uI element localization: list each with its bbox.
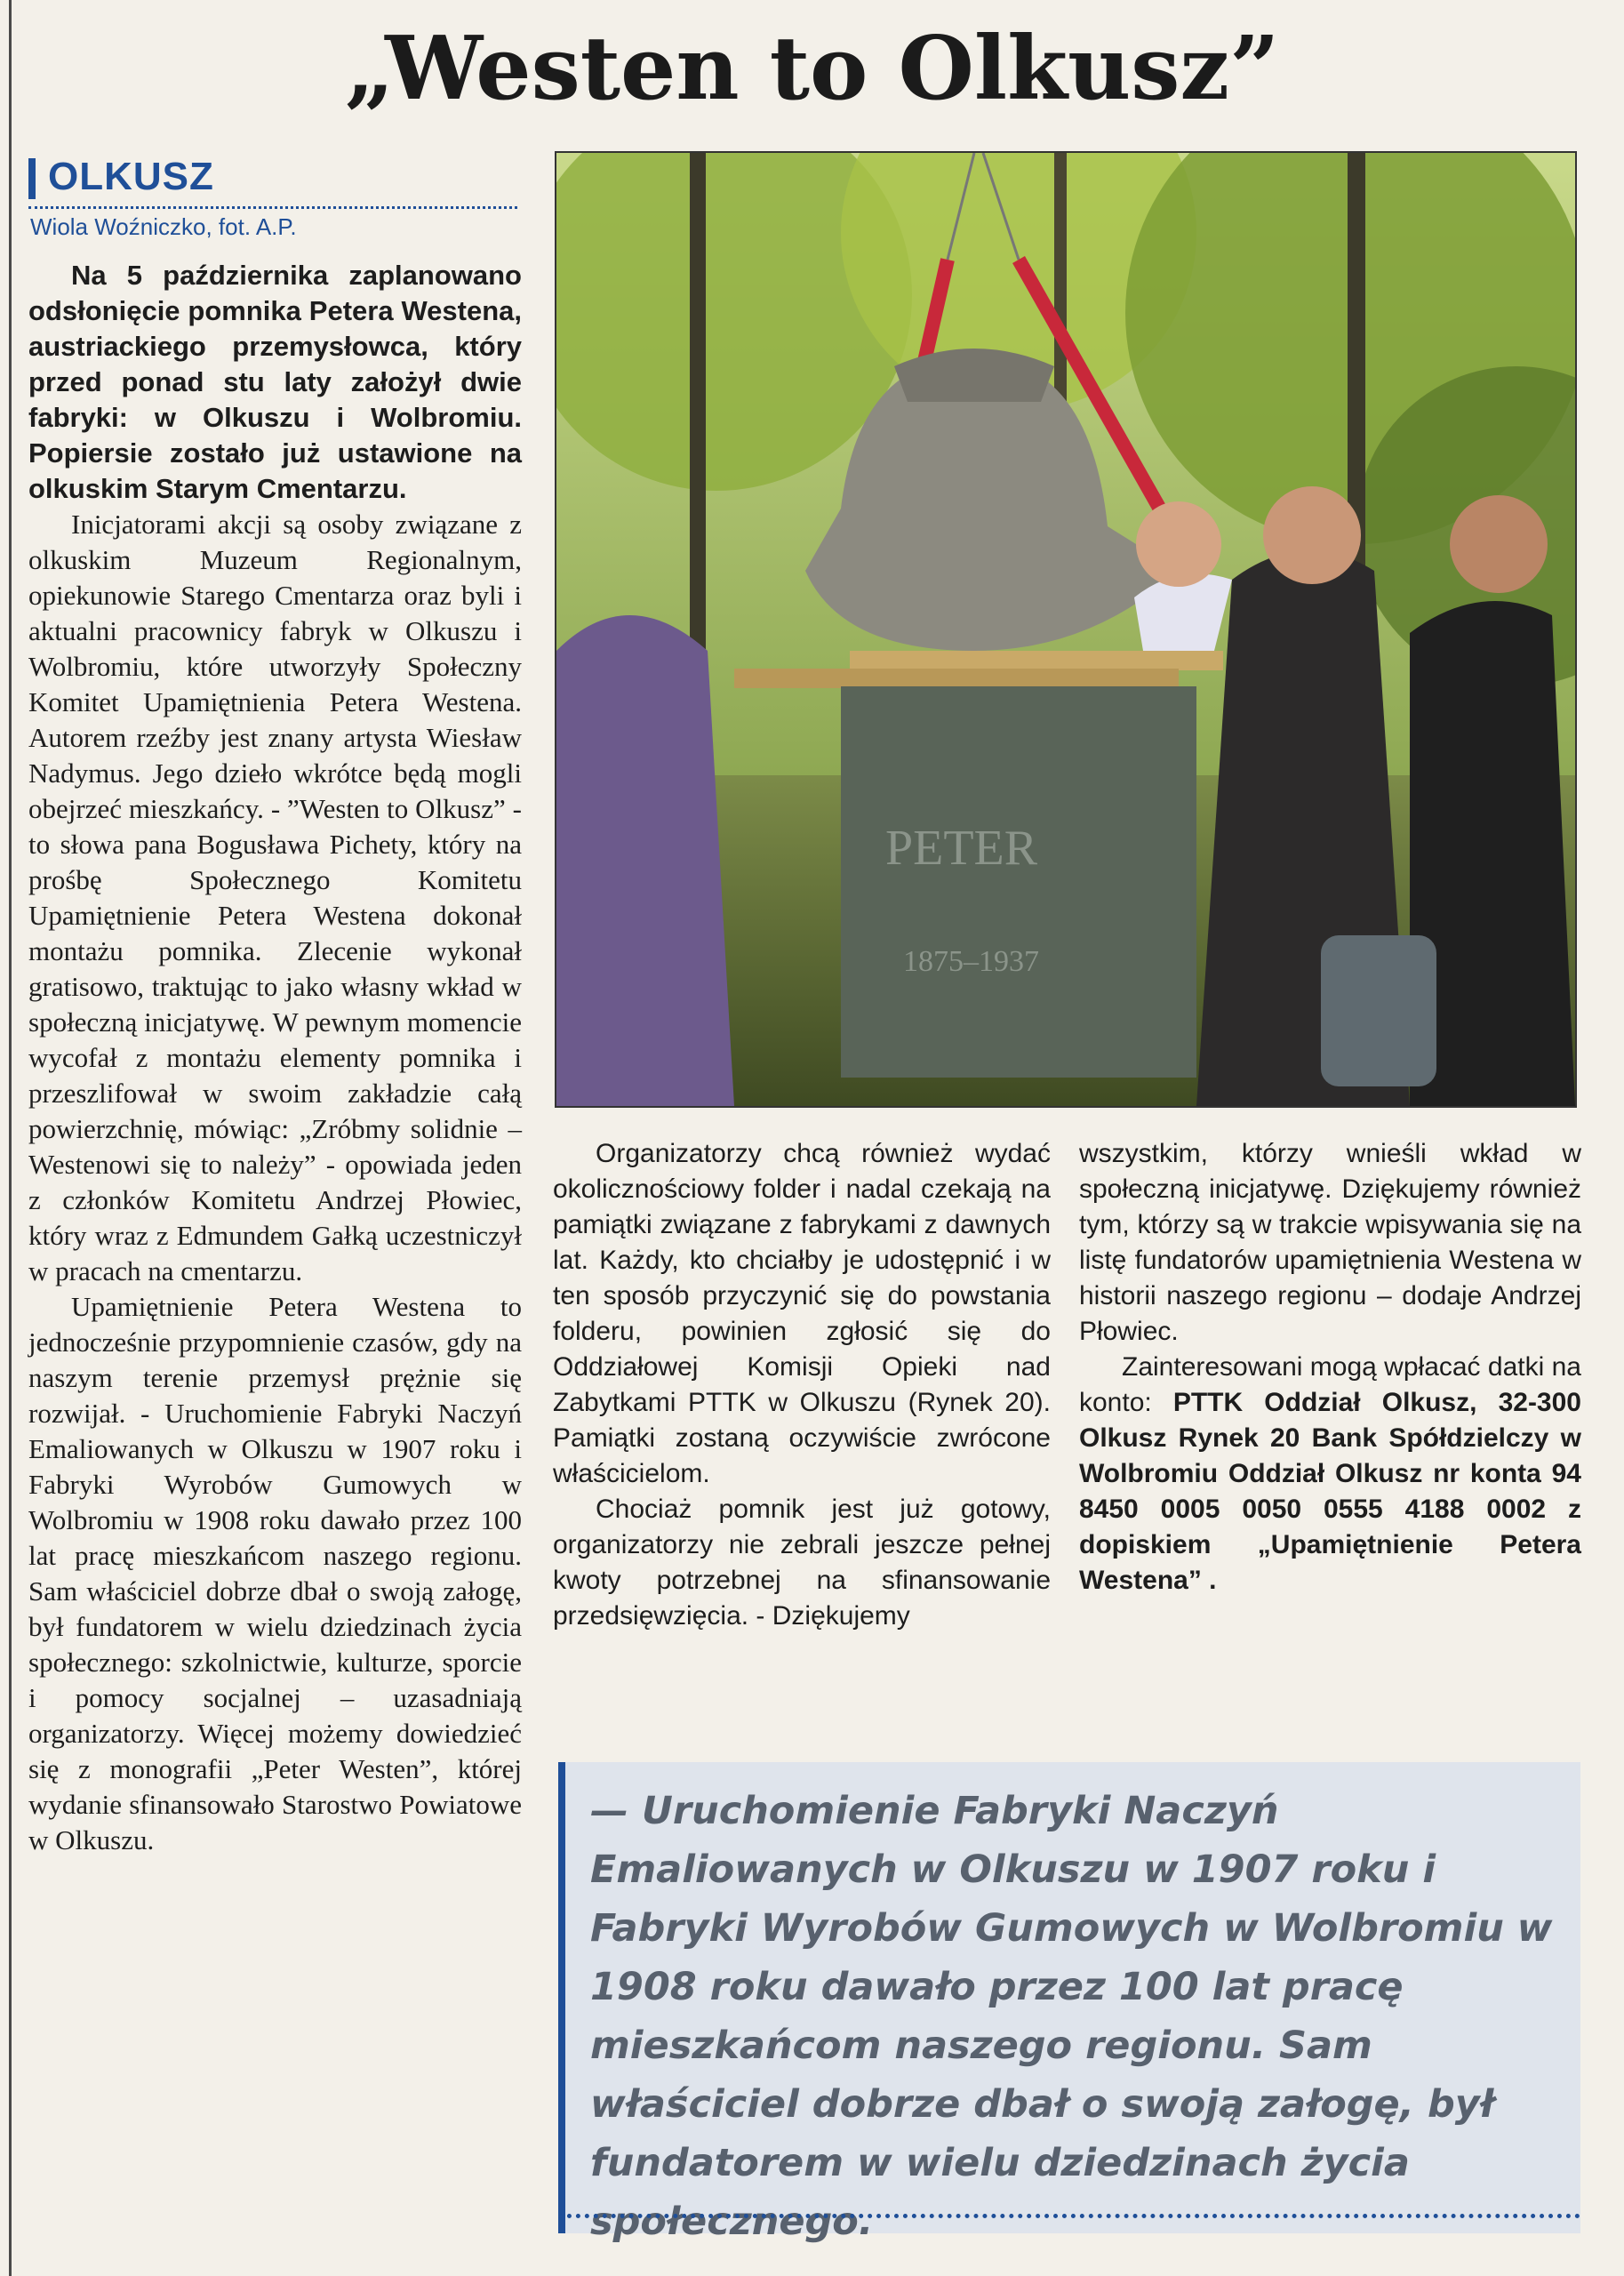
byline: Wiola Woźniczko, fot. A.P. [30, 213, 297, 240]
article-paragraph: Organizatorzy chcą również wydać okolicznościowy folder i nadal czekają na pamiątki związane z fabrykami z dawnych lat. Każdy, kto chciałby je udostępnić i w ten sposób przyczynić się do powstania folderu, powinien zgłosić się do Oddziałowej Komisji Opieki nad Zabytkami PTTK w Olkuszu (Rynek 20). Pamiątki zostaną oczywiście zwrócone właścicielom. [553, 1139, 1051, 1488]
article-paragraph: Upamiętnienie Petera Westena to jednocześnie przypomnienie czasów, gdy na naszym terenie przemysł prężnie się rozwijał. - Uruchomienie Fabryki Naczyń Emaliowanych w Olkuszu w 1907 roku i Fabryki Wyrobów Gumowych w Wolbromiu w 1908 roku dawało przez 100 lat pracę mieszkańcom naszego regionu. Sam właściciel dobrze dbał o swoją załogę, był fundatorem w wielu dziedzinach życia społecznego: szkolnictwie, kulturze, sporcie i pomocy socjalnej – uzasadniają organizatorzy. Więcej możemy dowiedzieć się z monografii „Peter Westen”, której wydanie sfinansowało Starostwo Powiatowe w Olkuszu. [28, 1291, 522, 1855]
pull-quote-dotted-rule [558, 2214, 1580, 2218]
section-tag [28, 151, 517, 204]
article-photo [555, 151, 1577, 1108]
pull-quote-text: — Uruchomienie Fabryki Naczyń Emaliowanych w Olkuszu w 1907 roku i Fabryki Wyrobów Gumowych w Wolbromiu w 1908 roku dawało przez 100 lat pracę mieszkańcom naszego regionu. Sam właściciel dobrze dbał o swoją załogę, był fundatorem w wielu dziedzinach życia społecznego. [590, 1789, 1553, 2244]
article-paragraph: Inicjatorami akcji są osoby związane z olkuskim Muzeum Regionalnym, opiekunowie Starego Cmentarza oraz byli i aktualni pracownicy fabryk w Olkuszu i Wolbromiu, które utworzyły Społeczny Komitet Upamiętnienia Petera Westena. Autorem rzeźby jest znany artysta Wiesław Nadymus. Jego dzieło wkrótce będą mogli obejrzeć mieszkańcy. - ”Westen to Olkusz” - to słowa pana Bogusława Pichety, który na prośbę Społecznego Komitetu Upamiętnienie Petera Westena dokonał montażu pomnika. Zlecenie wykonał gratisowo, traktując to jako własny wkład w społeczną inicjatywę. W pewnym momencie wycofał z montażu elementy pomnika i przeszlifował w swoim zakładzie całą powierzchnię, mówiąc: „Zróbmy solidnie – Westenowi się to należy” - opowiada jeden z członków Komitetu Andrzej Płowiec, który wraz z Edmundem Gałką uczestniczył w pracach na cmentarzu. [28, 509, 522, 1286]
page-edge-rule [9, 0, 12, 2276]
donation-paragraph [1079, 1350, 1581, 1599]
article-lead: Na 5 października zaplanowano odsłonięcie pomnika Petera Westena, austriackiego przemysłowca, który przed ponad stu laty założył dwie fabryki: w Olkuszu i Wolbromiu. Popiersie zostało już ustawione na olkuskim Starym Cmentarzu. [28, 260, 522, 504]
pull-quote-box [558, 1762, 1580, 2244]
section-accent-bar [28, 158, 36, 199]
article-column-3 [1079, 1136, 1581, 1599]
plaque-name: PETER [885, 821, 1038, 876]
donation-intro: Zainteresowani mogą wpłacać datki na konto: [1079, 1352, 1581, 1417]
article-paragraph: Chociaż pomnik jest już gotowy, organizatorzy nie zebrali jeszcze pełnej kwoty potrzebnej na sfinansowanie przedsięwzięcia. - Dziękujemy [553, 1495, 1051, 1631]
plaque-years: 1875–1937 [903, 945, 1039, 978]
pull-quote-accent-bar [558, 1762, 565, 2233]
article-column-2 [553, 1136, 1051, 1634]
section-label: OLKUSZ [48, 155, 214, 198]
article-paragraph: wszystkim, którzy wnieśli wkład w społeczną inicjatywę. Dziękujemy również tym, którzy są w trakcie wpisywania się na listę fundatorów upamiętnienia Westena w historii naszego regionu – dodaje Andrzej Płowiec. [1079, 1139, 1581, 1346]
article-column-1 [28, 258, 522, 1858]
photo-illustration [556, 153, 1575, 1106]
bank-account-details: PTTK Oddział Olkusz, 32-300 Olkusz Rynek 20 Bank Spółdzielczy w Wolbromiu Oddział Olkusz nr konta 94 8450 0005 0050 0555 4188 0002 z dopiskiem „Upamiętnienie Petera Westena” . [1079, 1388, 1581, 1595]
section-dotted-rule [28, 206, 517, 209]
article-headline: „Westen to Olkusz” [344, 18, 1280, 120]
